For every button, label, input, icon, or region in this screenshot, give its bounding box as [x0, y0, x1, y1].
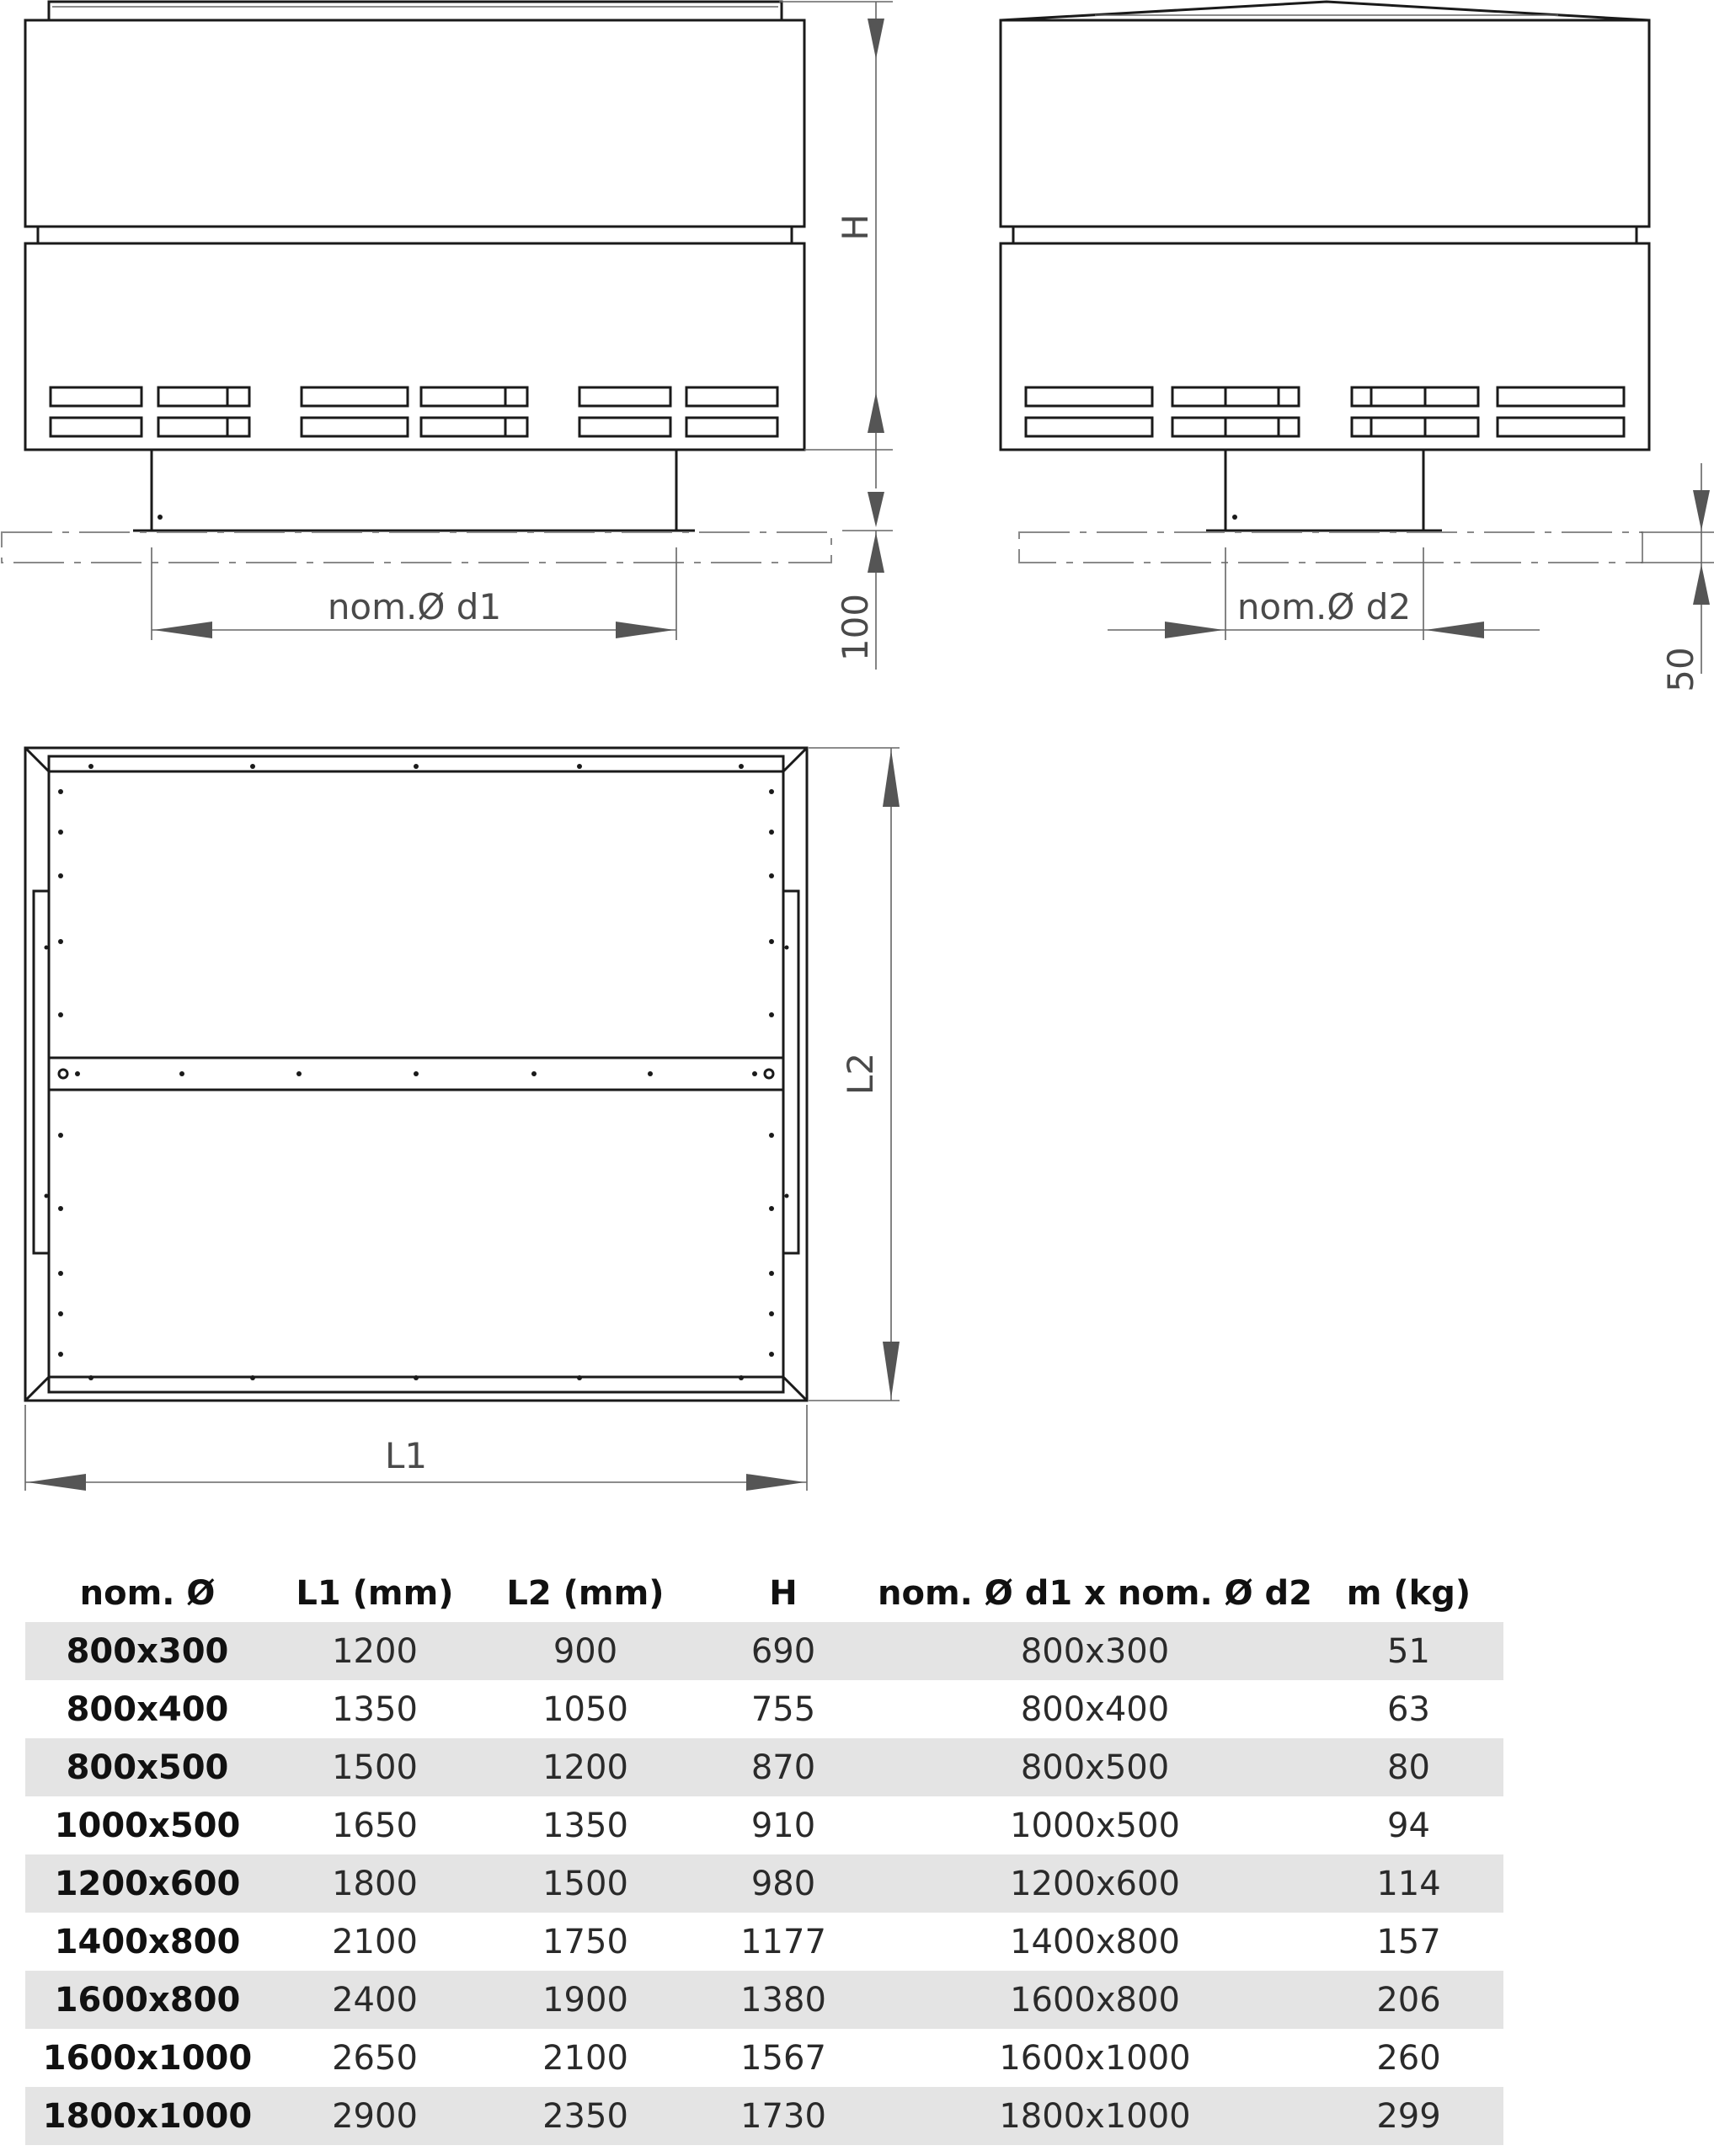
table-cell: 299 [1376, 2096, 1441, 2136]
table-row [25, 2029, 1503, 2087]
table-cell: 800x300 [1020, 1631, 1170, 1671]
table-cell: 63 [1387, 1689, 1430, 1729]
table-cell: 755 [750, 1689, 816, 1729]
table-cell: 1500 [542, 1864, 628, 1903]
table-cell: 206 [1376, 1980, 1441, 2020]
dimension-50-label: 50 [1660, 647, 1701, 692]
table-cell: 2100 [542, 2038, 628, 2078]
table-cell: 800x300 [66, 1631, 229, 1671]
dimension-l1-label: L1 [384, 1435, 428, 1476]
column-header: L2 (mm) [506, 1574, 665, 1613]
table-header-row [25, 1565, 1503, 1622]
dimension-100 [835, 450, 893, 670]
table-cell: 910 [750, 1806, 816, 1845]
table-cell: 1800x1000 [42, 2096, 253, 2136]
table-cell: 1750 [542, 1922, 628, 1961]
table-cell: 157 [1376, 1922, 1441, 1961]
table-cell: 690 [750, 1631, 816, 1671]
table-cell: 800x500 [1020, 1748, 1170, 1787]
dimension-l2-label: L2 [840, 1052, 881, 1096]
front-view [2, 2, 893, 670]
table-cell: 1600x800 [54, 1980, 241, 2020]
table-row [25, 1738, 1503, 1796]
table-cell: 1400x800 [54, 1922, 241, 1961]
table-cell: 1350 [542, 1806, 628, 1845]
side-middle-band [1013, 227, 1637, 243]
specification-table [25, 1565, 1503, 2145]
front-neck [133, 450, 695, 531]
table-cell: 1730 [740, 2096, 826, 2136]
table-cell: 2100 [332, 1922, 418, 1961]
table-cell: 1600x1000 [999, 2038, 1191, 2078]
dimension-h-label: H [835, 214, 876, 241]
dimension-d1-label: nom.Ø d1 [327, 586, 502, 627]
table-cell: 1000x500 [1010, 1806, 1180, 1845]
table-cell: 2650 [332, 2038, 418, 2078]
side-roof-plane [1019, 532, 1642, 563]
table-cell: 1800x1000 [999, 2096, 1191, 2136]
column-header: H [769, 1574, 798, 1613]
table-cell: 1400x800 [1010, 1922, 1180, 1961]
table-cell: 51 [1387, 1631, 1430, 1671]
plan-view [25, 748, 900, 1491]
table-row [25, 1971, 1503, 2029]
table-cell: 114 [1376, 1864, 1441, 1903]
table-cell: 80 [1387, 1748, 1430, 1787]
table-cell: 1200x600 [1010, 1864, 1180, 1903]
side-view [1001, 2, 1714, 692]
table-row [25, 1622, 1503, 1680]
table-cell: 1650 [332, 1806, 418, 1845]
column-header: m (kg) [1346, 1574, 1471, 1613]
table-cell: 1350 [332, 1689, 418, 1729]
front-upper-hood [25, 20, 804, 227]
table-cell: 800x400 [66, 1689, 229, 1729]
side-neck [1206, 450, 1442, 531]
side-upper-hood [1001, 20, 1649, 227]
table-cell: 1567 [740, 2038, 826, 2078]
table-cell: 1000x500 [54, 1806, 241, 1845]
column-header: nom. Ø d1 x nom. Ø d2 [878, 1574, 1312, 1613]
column-header: L1 (mm) [296, 1574, 454, 1613]
table-cell: 1600x800 [1010, 1980, 1180, 2020]
column-header: nom. Ø [79, 1574, 216, 1613]
table-row [25, 1680, 1503, 1738]
table-cell: 1380 [740, 1980, 826, 2020]
table-cell: 980 [750, 1864, 816, 1903]
table-cell: 94 [1387, 1806, 1430, 1845]
front-roof-plane [2, 532, 831, 563]
table-cell: 870 [750, 1748, 816, 1787]
table-cell: 900 [553, 1631, 618, 1671]
table-cell: 1800 [332, 1864, 418, 1903]
table-cell: 2400 [332, 1980, 418, 2020]
dimension-100-label: 100 [835, 593, 876, 662]
dimension-l2 [809, 748, 900, 1401]
dimension-l1 [25, 1405, 807, 1491]
table-cell: 800x500 [66, 1748, 229, 1787]
front-top-cap [49, 2, 782, 20]
table-cell: 1600x1000 [42, 2038, 253, 2078]
dimension-d2 [1108, 547, 1540, 640]
table-row [25, 1913, 1503, 1971]
dimension-d1 [152, 547, 676, 640]
dimension-50 [1641, 463, 1714, 692]
table-row [25, 1796, 1503, 1854]
table-cell: 1200 [542, 1748, 628, 1787]
table-cell: 260 [1376, 2038, 1441, 2078]
table-cell: 1900 [542, 1980, 628, 2020]
table-cell: 1177 [740, 1922, 826, 1961]
table-cell: 1200x600 [54, 1864, 241, 1903]
table-cell: 1200 [332, 1631, 418, 1671]
table-row [25, 1854, 1503, 1913]
table-cell: 2900 [332, 2096, 418, 2136]
table-cell: 800x400 [1020, 1689, 1170, 1729]
table-row [25, 2087, 1503, 2145]
front-middle-band [38, 227, 792, 243]
table-cell: 1050 [542, 1689, 628, 1729]
table-cell: 2350 [542, 2096, 628, 2136]
dimension-d2-label: nom.Ø d2 [1236, 586, 1412, 627]
table-cell: 1500 [332, 1748, 418, 1787]
